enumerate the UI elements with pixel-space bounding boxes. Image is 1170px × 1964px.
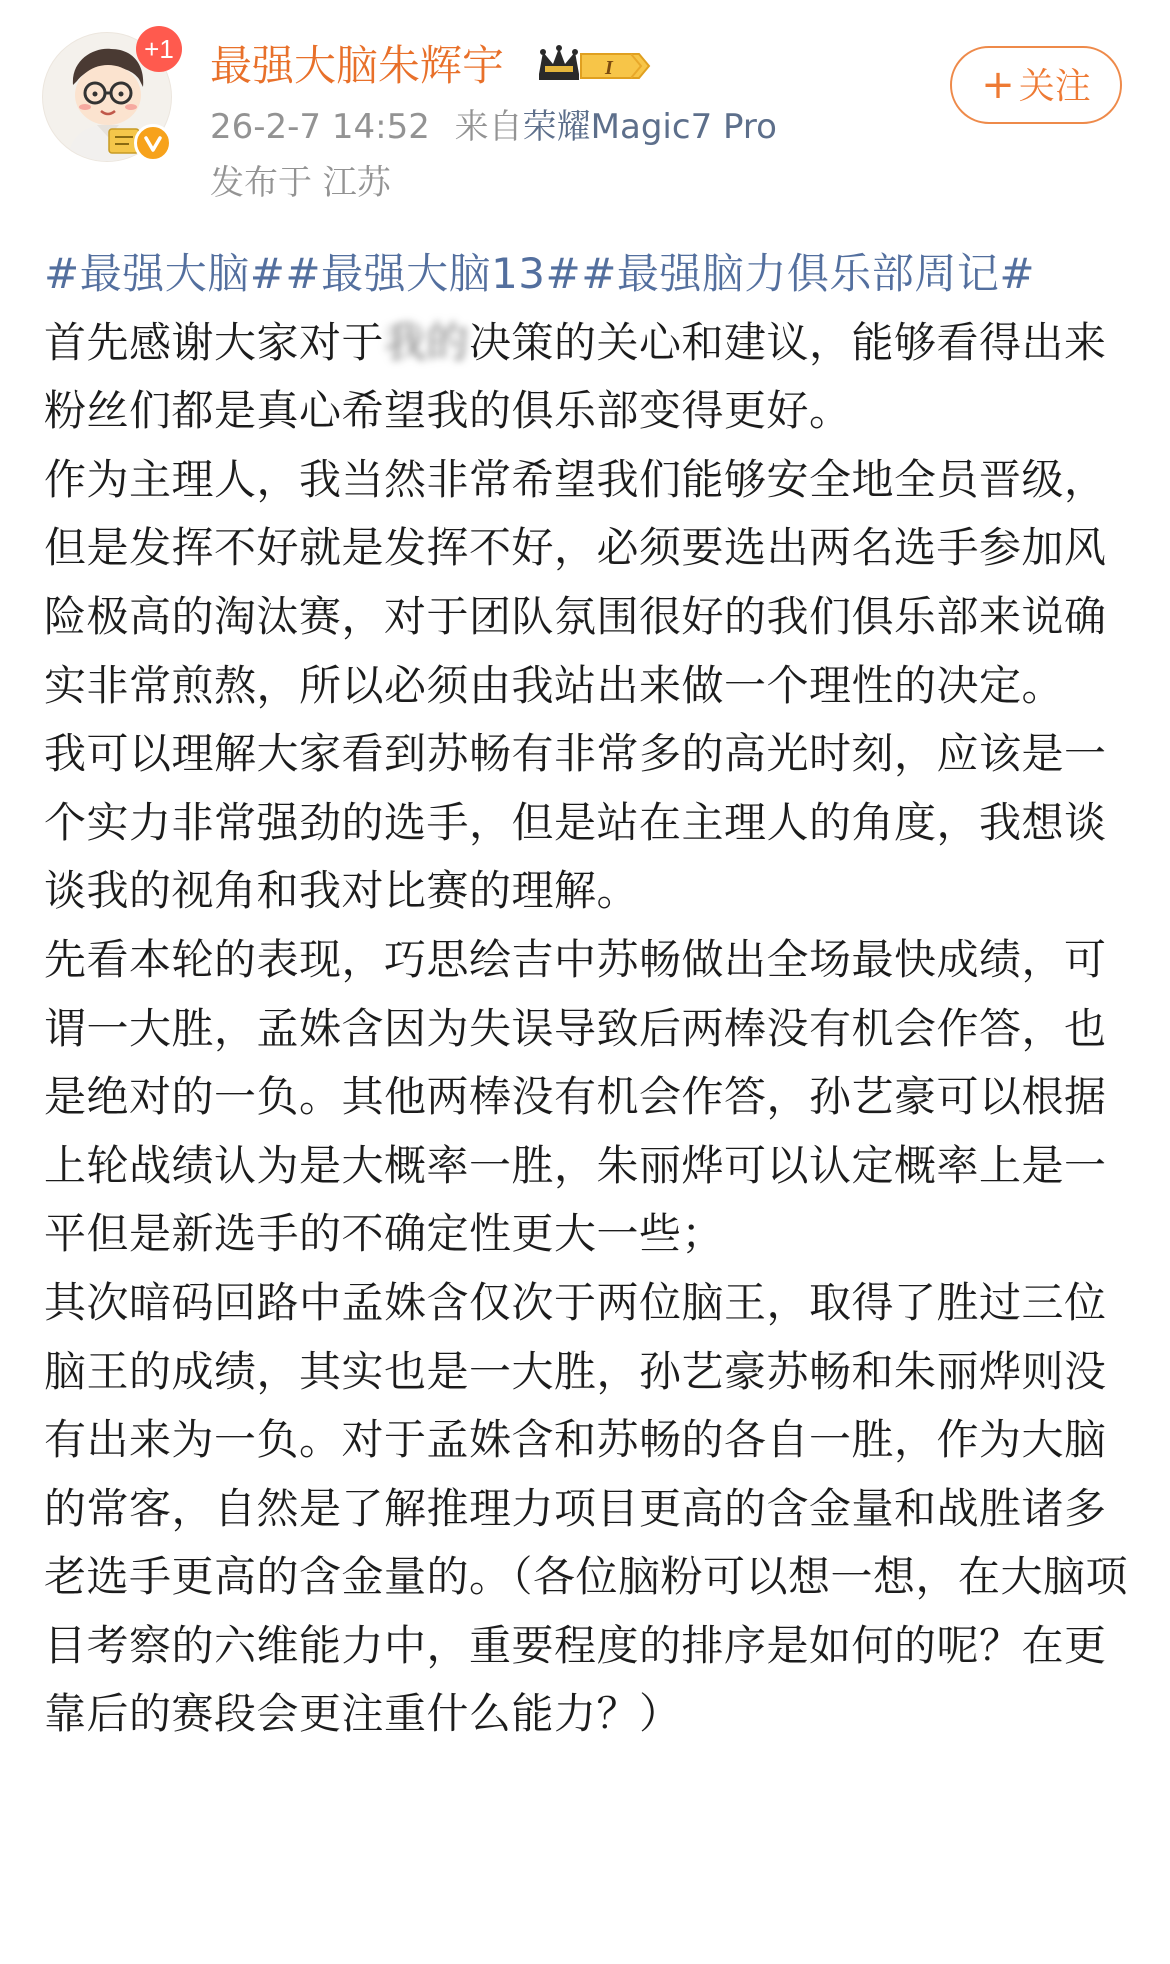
post-paragraph: 先看本轮的表现，巧思绘吉中苏畅做出全场最快成绩，可谓一大胜，孟姝含因为失误导致后两棒没有机会作答，也是绝对的一负。其他两棒没有机会作答，孙艺豪可以根据上轮战绩认为是大概率一胜，朱丽烨可以认定概率上是一平但是新选手的不确定性更大一些；	[44, 934, 1107, 1259]
vip-crown-badge-icon[interactable]	[535, 44, 653, 88]
post-location: 发布于 江苏	[210, 163, 391, 203]
post-paragraph: 我可以理解大家看到苏畅有非常多的高光时刻，应该是一个实力非常强劲的选手，但是站在主理人的角度，我想谈谈我的视角和我对比赛的理解。	[44, 729, 1107, 916]
hashtag-line	[44, 240, 1134, 309]
source-device[interactable]: 荣耀Magic7 Pro	[522, 107, 777, 147]
blurred-text: 我的	[384, 317, 470, 367]
notification-count-badge: +1	[136, 26, 182, 72]
verified-badge-icon	[134, 124, 172, 162]
source-prefix: 来自	[454, 107, 523, 147]
vip-level-text: I	[605, 57, 613, 79]
author-avatar-wrap[interactable]	[42, 32, 174, 160]
paragraph-text: 首先感谢大家对于	[44, 317, 385, 367]
post-header	[0, 0, 1170, 230]
hashtag-link[interactable]: #最强脑力俱乐部周记#	[581, 249, 1036, 298]
post-timestamp: 26-2-7 14:52	[210, 107, 430, 147]
plus-icon: +	[981, 62, 1015, 108]
author-name[interactable]: 最强大脑朱辉宇	[210, 41, 505, 90]
post-content	[44, 240, 1134, 1749]
post-paragraph: 作为主理人，我当然非常希望我们能够安全地全员晋级，但是发挥不好就是发挥不好，必须要选出两名选手参加风险极高的淘汰赛，对于团队氛围很好的我们俱乐部来说确实非常煎熬，所以必须由我站出来做一个理性的决定。	[44, 454, 1107, 710]
post-paragraph	[44, 309, 1134, 446]
follow-button[interactable]	[950, 46, 1122, 124]
post-meta	[210, 104, 777, 150]
follow-button-label: 关注	[1018, 66, 1091, 107]
hashtag-link[interactable]: #最强大脑#	[44, 249, 286, 298]
hashtag-link[interactable]: #最强大脑13#	[285, 249, 582, 298]
paragraph-text: 决策的关心和建议，能够看得出来粉丝们都是真心希望我的俱乐部变得更好。	[44, 317, 1107, 436]
post-paragraph: 其次暗码回路中孟姝含仅次于两位脑王，取得了胜过三位脑王的成绩，其实也是一大胜，孙艺豪苏畅和朱丽烨则没有出来为一负。对于孟姝含和苏畅的各自一胜，作为大脑的常客，自然是了解推理力项目更高的含金量和战胜诸多老选手更高的含金量的。（各位脑粉可以想一想，在大脑项目考察的六维能力中，重要程度的排序是如何的呢？在更靠后的赛段会更注重什么能力？）	[44, 1277, 1129, 1739]
